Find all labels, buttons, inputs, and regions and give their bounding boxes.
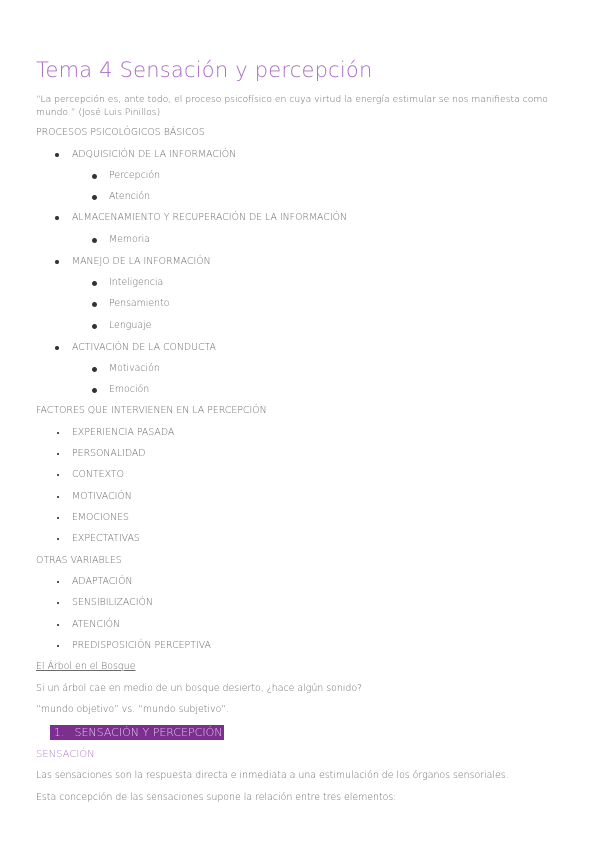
list-item [72, 149, 236, 160]
sub-list-item [109, 277, 163, 288]
sub-list-item [109, 320, 151, 331]
factores-heading: FACTORES QUE INTERVIENEN EN LA PERCEPCIÓN [36, 405, 267, 416]
list-item [72, 576, 132, 587]
intro-quote: “La percepción es, ante todo, el proceso psicofísico en cuya virtud la energía estimular se nos manifiesta como mundo.” (José Luis Pinillos) [36, 94, 548, 118]
list-item [72, 619, 120, 630]
sub-list-item [109, 191, 150, 202]
arbol-heading: El Árbol en el Bosque [36, 661, 136, 672]
list-item-label: ATENCIÓN [72, 619, 121, 630]
list-item-label: CONTEXTO [72, 469, 124, 480]
list-item [72, 448, 146, 459]
bullet-icon [55, 216, 59, 220]
document-title: Tema 4 Sensación y percepción [36, 58, 373, 82]
sensacion-paragraph-2: Esta concepción de las sensaciones supone la relación entre tres elementos: [36, 792, 397, 803]
list-item-label: EMOCIONES [72, 512, 129, 523]
list-item [72, 640, 211, 651]
sensacion-subheading: SENSACIÓN [36, 749, 95, 760]
section-number: 1. [54, 726, 65, 739]
bullet-icon [57, 474, 59, 476]
list-item [72, 469, 124, 480]
list-item-label: PREDISPOSICIÓN PERCEPTIVA [72, 640, 211, 651]
sub-list-item-label: Atención [109, 191, 151, 202]
bullet-icon [92, 324, 97, 329]
bullet-icon [55, 260, 59, 264]
sub-list-item [109, 298, 170, 309]
bullet-icon [92, 367, 97, 372]
bullet-icon [92, 195, 97, 200]
procesos-heading: PROCESOS PSICOLÓGICOS BÁSICOS [36, 127, 205, 138]
bullet-icon [57, 517, 59, 519]
section-label: SENSACIÓN Y PERCEPCIÓN [74, 726, 223, 739]
list-item [72, 256, 211, 267]
bullet-icon [92, 281, 97, 286]
sub-list-item-label: Lenguaje [109, 320, 152, 331]
bullet-icon [57, 602, 59, 604]
list-item-label: ADAPTACIÓN [72, 576, 133, 587]
bullet-icon [92, 238, 97, 243]
sub-list-item-label: Memoria [109, 234, 150, 245]
arbol-question: Si un árbol cae en medio de un bosque desierto, ¿hace algún sonido? [36, 683, 363, 694]
list-item [72, 597, 153, 608]
bullet-icon [57, 453, 59, 455]
sensacion-paragraph-1: Las sensaciones son la respuesta directa e inmediata a una estimulación de los órganos sensoriales. [36, 770, 509, 781]
list-item [72, 342, 216, 353]
arbol-contrast: “mundo objetivo” vs. “mundo subjetivo”. [36, 704, 229, 715]
bullet-icon [57, 432, 59, 434]
section-heading [50, 725, 224, 740]
sub-list-item [109, 363, 160, 374]
list-item-label: ACTIVACIÓN DE LA CONDUCTA [72, 342, 216, 353]
sub-list-item-label: Emoción [109, 384, 150, 395]
list-item-label: EXPERIENCIA PASADA [72, 427, 175, 438]
bullet-icon [57, 496, 59, 498]
list-item [72, 212, 347, 223]
list-item-label: PERSONALIDAD [72, 448, 146, 459]
list-item-label: ALMACENAMIENTO Y RECUPERACIÓN DE LA INFORMACIÓN [72, 212, 347, 223]
list-item-label: EXPECTATIVAS [72, 533, 140, 544]
sub-list-item-label: Motivación [109, 363, 160, 374]
list-item [72, 512, 129, 523]
list-item [72, 427, 174, 438]
bullet-icon [55, 153, 59, 157]
list-item [72, 491, 132, 502]
list-item-label: MANEJO DE LA INFORMACIÓN [72, 256, 211, 267]
bullet-icon [57, 624, 59, 626]
bullet-icon [92, 302, 97, 307]
sub-list-item [109, 170, 160, 181]
bullet-icon [57, 645, 59, 647]
otras-heading: OTRAS VARIABLES [36, 555, 122, 566]
bullet-icon [57, 538, 59, 540]
bullet-icon [55, 346, 59, 350]
list-item-label: ADQUISICIÓN DE LA INFORMACIÓN [72, 149, 237, 160]
list-item [72, 533, 140, 544]
bullet-icon [92, 174, 97, 179]
bullet-icon [92, 388, 97, 393]
list-item-label: MOTIVACIÓN [72, 491, 132, 502]
bullet-icon [57, 581, 59, 583]
sub-list-item-label: Pensamiento [109, 298, 170, 309]
sub-list-item [109, 384, 149, 395]
sub-list-item-label: Inteligencia [109, 277, 164, 288]
sub-list-item-label: Percepción [109, 170, 161, 181]
sub-list-item [109, 234, 150, 245]
list-item-label: SENSIBILIZACIÓN [72, 597, 153, 608]
